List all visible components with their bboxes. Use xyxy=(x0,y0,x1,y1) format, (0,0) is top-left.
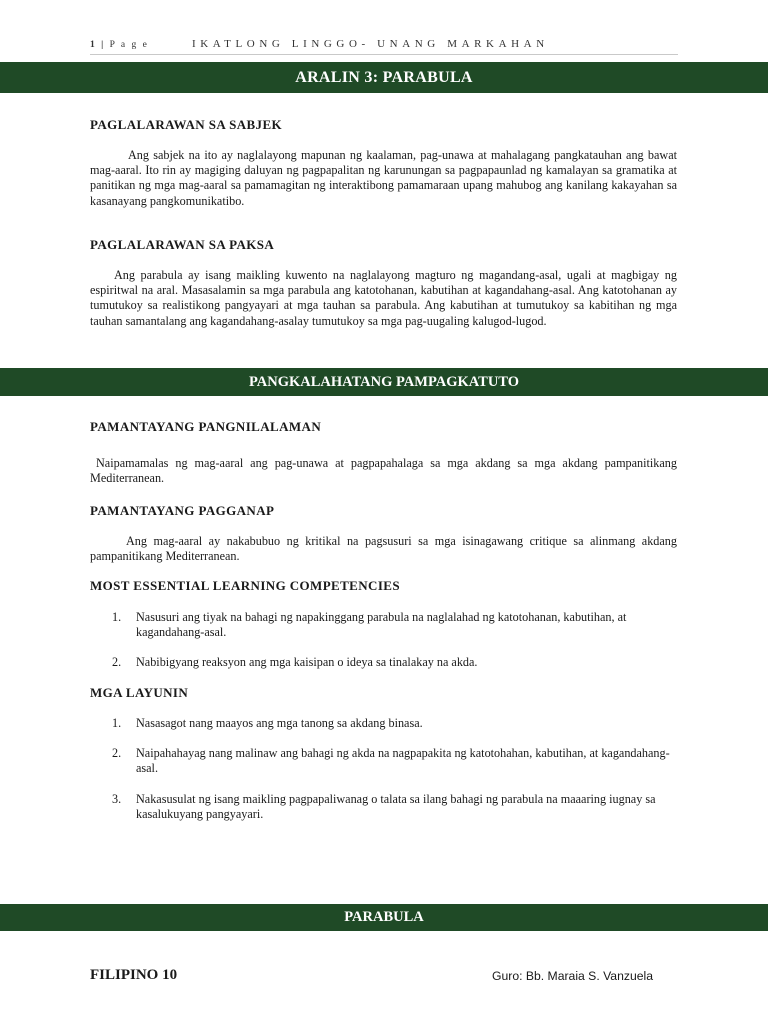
list-item xyxy=(90,655,677,670)
list-text: Nakasusulat ng isang maikling pagpapaliwanag o talata sa ilang bahagi ng parabula na maaaring iugnay sa kasalukuyang pangyayari. xyxy=(136,791,656,821)
list-item xyxy=(90,792,677,822)
melc-list xyxy=(90,610,677,686)
list-text: Nasasagot nang maayos ang mga tanong sa akdang binasa. xyxy=(136,716,423,730)
list-item xyxy=(90,716,677,731)
list-number: 3. xyxy=(112,791,122,806)
general-learning-band: PANGKALAHATANG PAMPAGKATUTO xyxy=(0,368,768,396)
content-standard-paragraph: Naipamamalas ng mag-aaral ang pag-unawa at pagpapahalaga sa mga akdang sa mga akdang pampanitikang Mediterranean. xyxy=(90,456,677,486)
list-number: 2. xyxy=(112,746,122,761)
performance-standard-heading: PAMANTAYANG PAGGANAP xyxy=(90,503,275,518)
list-text: Naipahahayag nang malinaw ang bahagi ng akda na nagpapakita ng katotohahan, kabutihan, at kagandahang-asal. xyxy=(136,746,670,776)
objectives-list xyxy=(90,716,677,837)
footer-teacher: Guro: Bb. Maraia S. Vanzuela xyxy=(492,969,654,983)
list-item xyxy=(90,610,677,640)
page-number-label: 1 | P a g e xyxy=(90,40,149,50)
list-number: 1. xyxy=(112,610,122,624)
melc-heading: MOST ESSENTIAL LEARNING COMPETENCIES xyxy=(90,578,400,593)
list-text: Nabibigyang reaksyon ang mga kaisipan o ideya sa tinalakay na akda. xyxy=(136,655,478,670)
objectives-heading: MGA LAYUNIN xyxy=(90,685,189,700)
footer-subject: FILIPINO 10 xyxy=(90,967,178,983)
list-number: 2. xyxy=(112,655,122,670)
subject-paragraph: Ang sabjek na ito ay naglalayong mapunan ng kaalaman, pag-unawa at mahalagang pangkatauhan ang bawat mag-aaral. Ito rin ay magiging daluyan ng pagpapalitan ng karunungan sa pagpapaunlad ng kamalayan sa gramatika at panitikan ng mga mag-aaral sa pamamagitan ng interaktibong pamamaraan upang mahubog ang kanilang kakayahan sa kasanayang pangkomunikatibo. xyxy=(90,148,677,208)
topic-heading: PAGLALARAWAN SA PAKSA xyxy=(90,237,275,252)
lesson-title-band: ARALIN 3: PARABULA xyxy=(0,62,768,93)
list-number: 1. xyxy=(112,716,122,730)
parable-band: PARABULA xyxy=(0,904,768,931)
subject-heading: PAGLALARAWAN SA SABJEK xyxy=(90,117,283,132)
performance-standard-paragraph: Ang mag-aaral ay nakabubuo ng kritikal na pagsusuri sa mga isinagawang critique sa alinmang akdang pampanitikang Mediterranean. xyxy=(90,534,677,564)
list-text: Nasusuri ang tiyak na bahagi ng napakinggang parabula na naglalahad ng katotohanan, kabutihan, at kagandahang-asal. xyxy=(136,610,627,640)
running-title: IKATLONG LINGGO- UNANG MARKAHAN xyxy=(192,38,549,50)
topic-paragraph: Ang parabula ay isang maikling kuwento na naglalayong magturo ng magandang-asal, ugali at magbigay ng espiritwal na aral. Masasalamin sa mga parabula ang katotohanan, kabutihan at kagandahang-asal. Ang katotohanan ay tumutukoy sa realistikong pangyayari at mga tauhan sa parabula. Ang kabutihan at tumutukoy sa kabitihan ng mga tauhan samantalang ang kagandahang-asalay tumutukoy sa mga pag-uugaling kalugod-lugod. xyxy=(90,268,677,328)
list-item xyxy=(90,746,677,776)
page-header xyxy=(90,38,678,55)
content-standard-heading: PAMANTAYANG PANGNILALAMAN xyxy=(90,419,322,434)
